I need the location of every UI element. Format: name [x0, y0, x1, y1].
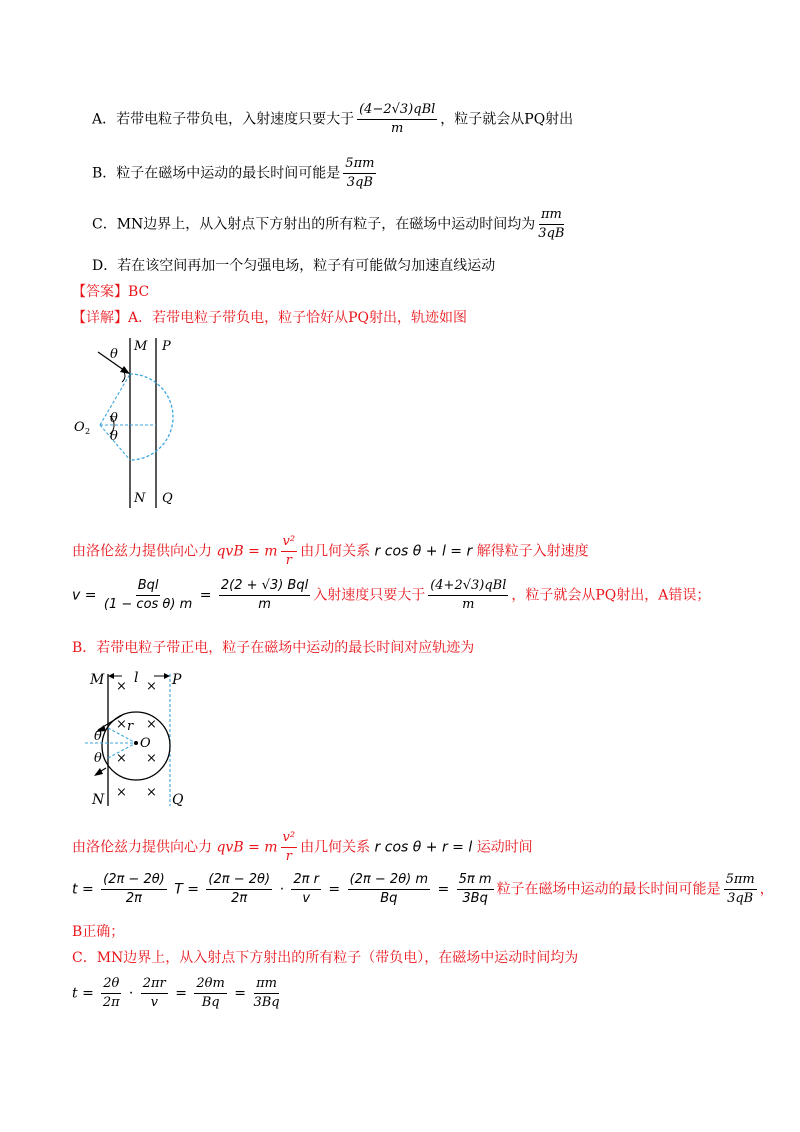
answer-line: [72, 282, 149, 302]
label-m: M: [90, 672, 105, 688]
option-b: [92, 156, 379, 191]
option-a-suffix: ，粒子就会从PQ射出: [440, 111, 574, 128]
label-q: Q: [172, 792, 184, 808]
theta-label-upper: θ: [110, 411, 118, 426]
option-b-fraction: $\frac{5\pi m}{3qB}$: [345, 156, 375, 190]
label-p: P: [172, 672, 182, 688]
trajectory-circle: [102, 712, 170, 780]
detail-c-intro: C．MN边界上，从入射点下方射出的所有粒子（带负电），在磁场中运动时间均为: [72, 950, 579, 966]
option-c: [92, 207, 567, 242]
theta-label-lower: θ: [94, 751, 102, 766]
theta-label-upper: θ: [94, 729, 102, 744]
force-equation: qvB = m: [216, 543, 278, 560]
field-cross: ×: [146, 717, 157, 732]
field-cross: ×: [116, 751, 127, 766]
option-c-prefix: C．MN边界上，从入射点下方射出的所有粒子，在磁场中运动时间均为: [92, 216, 536, 233]
detail-b-force-line: 由洛伦兹力提供向心力 qvB = m $\frac{\text{v²}}{r}$ 由几何关系 r cos θ + r = l 运动时间: [72, 830, 533, 864]
detail-a-force-line: 由洛伦兹力提供向心力 qvB = m $\frac{\text{v²}}{r}$ 由几何关系 r cos θ + l = r 解得粒子入射速度: [72, 534, 589, 568]
field-cross: ×: [116, 785, 127, 800]
field-cross: ×: [146, 785, 157, 800]
detail-a-velocity-line: v = $\frac{\text{Bql}}{\text{(1 − cos θ) m}}$ = $\frac{\text{2(2 + √3) Bql}}{m}$ 入射速度只要大于 $\frac{\text{(4+2√3)qBl}}{m}$ ，粒子就会从PQ射出，A错误；: [72, 578, 711, 612]
detail-c-time-line: t = $\frac{2\theta}{2\pi}$ · $\frac{2\pi r}{v}$ = $\frac{2\theta m}{Bq}$ = $\frac{\pi m}{3Bq}$: [72, 976, 280, 1010]
label-o2-subscript: 2: [85, 427, 91, 436]
option-b-prefix: B．粒子在磁场中运动的最长时间可能是: [92, 165, 341, 182]
theta-label-lower: θ: [110, 429, 118, 444]
field-cross: ×: [116, 679, 127, 694]
figure-2-trajectory-diagram: [84, 664, 204, 814]
trajectory-arc: [130, 374, 173, 460]
answer-label: 【答案】: [72, 284, 128, 300]
figure-1-trajectory-diagram: [70, 330, 200, 515]
label-o2: O: [74, 420, 85, 435]
label-r: r: [127, 719, 134, 734]
detail-label: 【详解】: [72, 310, 128, 326]
field-cross: ×: [146, 679, 157, 694]
theta-label-incident: θ: [110, 347, 118, 362]
option-d: D．若在该空间再加一个匀强电场，粒子有可能做匀加速直线运动: [92, 258, 496, 274]
label-p: P: [162, 339, 171, 354]
field-cross: ×: [146, 751, 157, 766]
detail-a-intro: 【详解】A．若带电粒子带负电，粒子恰好从PQ射出，轨迹如图: [72, 310, 468, 326]
detail-b-time-line: t = $\frac{(2\pi - 2\theta)}{2\pi}$ T = $\frac{(2\pi - 2\theta)}{2\pi}$ · $\frac{\text{2π r}}{v}$ = $\frac{(2\pi - 2\theta) m}{Bq}$ = $\frac{\text{5π m}}{3Bq}$ 粒子在磁场中运动的最长时间可能是 $\frac{5\pi m}{3qB}$ ，: [72, 872, 774, 906]
label-m: M: [134, 339, 148, 354]
label-l: l: [134, 670, 139, 686]
label-o: O: [140, 736, 151, 751]
detail-b-intro: B．若带电粒子带正电，粒子在磁场中运动的最长时间对应轨迹为: [72, 640, 475, 656]
detail-b-correct: B正确；: [72, 924, 125, 940]
label-n: N: [134, 491, 146, 506]
label-q: Q: [162, 491, 173, 506]
option-c-fraction: $\frac{\pi m}{3qB}$: [538, 207, 565, 241]
label-n: N: [92, 792, 105, 808]
option-a: [92, 102, 573, 137]
answer-value: BC: [128, 284, 150, 300]
geometry-equation: r cos θ + l = r: [374, 543, 473, 560]
velocity-arrowhead: [120, 366, 130, 374]
center-point: [134, 741, 138, 745]
option-a-prefix: A．若带电粒子带负电，入射速度只要大于: [92, 111, 355, 128]
option-a-fraction: $\frac{\text{(4−2√3)qBl}}{m}$: [359, 102, 436, 136]
field-cross: ×: [116, 717, 127, 732]
